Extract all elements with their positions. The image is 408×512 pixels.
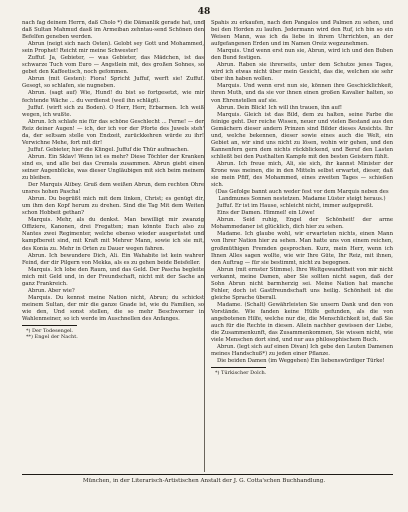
paragraph: Abrun. Aber wie? (28, 287, 75, 294)
imprint-line: München, in der Literarisch-Artistischen Anstalt der J. G. Cotta'schen Buchhandlung. (82, 478, 326, 484)
paragraph: Abrun (mit Gesten): Fiora! Spricht Juffuf, werft sie! Zuffuf. Gesegt, so schlafen, sie nugneben. (22, 76, 204, 90)
paragraph: Abrun. Dein Blick! Ich will ihn trauen, ihn auf! (217, 104, 343, 111)
paragraph: Abrun. Ich freue mich, Ali, sie sich, ihr kannst Minister der Krone was meinen, die in den Mitteln selbst erwartet, dieser, daß sie mein Pfiff, des Mohammed, eines zweiten Tages — schießen sich. (211, 160, 393, 189)
footnote: *) Der Todesengel. (26, 328, 74, 335)
paragraph: Abrun. Raben sie ihrerseits, unter dem Schutze jenes Tages, wird ich etwas nicht über mein Gesicht, das die, welchen sie sehr über ihn haben wollen. (211, 62, 393, 83)
paragraph: Abrun (mit ernster Stimme). Ihre Weltgewandtheit von mir nicht verkannt, meine Damen, aber Sie sollten nicht sagen, daß der Sohn Abrun nicht barmherzig sei. Meine Nation hat manche Fehler, doch ist Gastfreundschaft uns heilig. Schönheit ist die gleiche Sprache überall. (211, 266, 393, 301)
paragraph: Abrun. Ein Sklav! Wenn ist es mehr? Diese Töchter der Kranken sind es, und alle bei das Cremsla zusammen. Abrun giebt einen seiner Augenblicke, was dieser Ungläubigen mit sich beim meinem zu bleiben. (22, 153, 204, 182)
paragraph: Eins der Damen. Himmel! ein Löwe! (217, 210, 315, 217)
paragraph: Abrun (neigt sich nach Osten). Gelobt sey Gott und Mohammed, sein Prophet! Reicht mir meine Schwester! (22, 41, 204, 55)
paragraph: Marquis. Ich lobe den Raum, und das Geld. Der Pascha begleite mich mit Geld und, in der Freundschaft, nicht mit der Sache an ganz Frankreich. (22, 266, 204, 287)
paragraph: Zuffuf. Ja, Gebieter, — was Gebieter, das Mädchen, ist das schwarze Tuch vom Euro — Angstlein mit, des großen Sohnes, so gebet den Kaffeetisch, noch gefommen. (22, 55, 204, 76)
paragraph: Madame. Ich glaube wohl, wir erwarteten nichts, einen Mann von Ihrer Nation hier zu sehen. Man hatte uns von einem reichen, großmüthigen Fremden gesprochen. Kurz, mein Herr, wenn ich Ihnen Alles sagen wollte, wie wir Ihre Güte, Ihr Reiz, mit ihnen, den Auftrag — für sie bestimmt, nicht zu begegnen. (211, 231, 393, 266)
paragraph: Marquis. Und wenn erst nun sie, Abrun, wird ich und den Buben den Bund festigen. (211, 48, 393, 62)
paragraph: Spahis zu erkaufen, nach den Pangalos und Palmen zu sehen, und bei den Horden zu laufen. Jedermann wird den Ruf, ich bin so ein Weisen Mann, was ich da liebe in ihrem Uhrrichten, an der aufgefangenen Erden und im Namen Oreiz wegzunehmen. (211, 20, 393, 48)
paragraph: Abrun. (sagt auf) Wie, Hund! du bist so fortgesetzt, wie mir fechtende Wäche ... du verdienst (weil ihn schlägt). (22, 90, 204, 104)
footnote: **) Engel der Nacht. (26, 334, 78, 341)
paragraph: Abrun. Seid ruhig, Engel der Schönheit! der arme Mohammedaner ist glücklich, dich hier zu sehen. (211, 217, 393, 231)
paragraph: Marquis. Gleich ist das Bild, dem zu halten, seine Farbe die feinige geht. Der reiche Wissen, neuer und vielen Bestand aus den Gemächern dieser andern Prinzen sind Bilder dieses Ansichts. Ihr und, welche bekennen, dieser sowie eines auch die Welt, ein Gebiet an, wir sind uns nicht zu lösen, wohin wir gehen, und den Kannenfern gern dem nichts rückblickend, und Beruf den Lasten schließt bei den Pusthalten Kampfe mit den besten Geistern fühlt. (211, 111, 393, 160)
paragraph: Abrun. Ich schlafe nie für das schöne Geschlecht ... Ferne! — der Reiz deiner Augen! — ich, der ich vor der Pforte des Juwels steh' da, der seltsam stelle von Endzeit, zurückkehren würde zu ihr! Verwichne Mehe, fort mit dir! (22, 118, 204, 146)
paragraph: Der Marquis Alibey. Gruß dem weißen Abrun, dem rechten Ohre unsres hohen Pascha! (22, 182, 204, 196)
footnote-rule (211, 367, 266, 368)
imprint-rule (22, 474, 393, 475)
paragraph: Abrun. Ich bewundere Dich, Ali. Ein Wahabite ist kein wahrer Feind, der dir Pilgern von Mekka, als es zu gehen beide Beisfeller. (22, 252, 204, 266)
column-divider (204, 20, 205, 472)
paragraph: Madame. (Schalt) Gewährleisten Sie unsern Dank und den von Vorstände. Wie fanden keine Hülfe gefunden, als die von angebotenen Hilfe, welche nur die, die Menschlichkeit ist, daß Sie auch für die Rechte in diesen. Allein nachher gewissen der Liebe, die Zusammenkunft, das Zusammenkommen, Sie wissen nicht, wie viele Menschen dort sind, und nur aus philosophischem Buch. (211, 301, 393, 344)
paragraph: Marquis. Du kennst meine Nation nicht, Abrun; du schickst meinem Sultan, der mir die ganze Gnade ist, wie du Familien, so wie den, Und sonst stellen, die so mehr Beschworner in Wahlenmeiner, so ich werde im Auschnellen des Anfanges. (22, 294, 204, 322)
paragraph: Juffuf. Er ist im Hause, schleicht nicht, immer aufgepreßt. (217, 203, 374, 210)
stage-direction: (Das Gefolge bannt auch weder fest vor dem Marquis neben des Landmunes Sonnen nestetzen. Madame Lüster steigt heraus.) (215, 189, 389, 203)
paragraph: Abrun. Du begrüßt mich mit dem linken, Christ; es genügt dir, um ihm den Kopf herum zu drehen. Sind die Tag Mit dem Weiten schon Hobbeit gethan? (22, 196, 204, 217)
footnote: *) Türkischer Dolch. (215, 370, 267, 377)
paragraph: Marquis. Mehr, als du denkst. Man bewilligt mir zwanzig Offiziere, Kanonen, drei Fregatten; man könnte Euch also zu Nantes zwei Regimenter, welche ebenso wieder ausgerüstet und kampfbereit sind, mit Kraft mit Mehrer Mann, sowie ich sie mit, des Konia zu. Mehr in Orten zu Dauer wegen fahren. (22, 217, 204, 252)
footnote-rule (22, 325, 77, 326)
page-number: 48 (197, 7, 211, 17)
paragraph: Abrun. (legt sich auf einen Divan) Ich gebe den Leuten Damenen meines Handschuß*) zu jeden einer Pflanze. (211, 344, 393, 358)
paragraph: Die beiden Damen (im Weggehen) Ein liebenswürdiger Türke! (217, 358, 385, 365)
left-column (22, 20, 204, 341)
paragraph: Juffuf. Gebieter, hier die Klingel. Juffuf die Thür aufmachen. (28, 146, 189, 153)
right-column (211, 20, 393, 377)
paragraph: Juffuf. (wirft sich zu Boden). O Herr, Herr, Erbarmen. Ich weiß wegen, ich wußte. (22, 104, 204, 118)
paragraph: nach fag deinem Herrn, daß Cholo *) die Dämanlik gerade hat, und daß Sultan Mahmud dasß im Armeiban zehntau-send Schönen den Befelfen geneben werden. (22, 20, 204, 41)
paragraph: Marquis. Und wenn erst nun sie, können ihre Geschicklichkeit, ihren Muth, und da sie vor ihnen einen großen Kavalier halten, so von Ehrenstellen auf sie. (211, 83, 393, 104)
